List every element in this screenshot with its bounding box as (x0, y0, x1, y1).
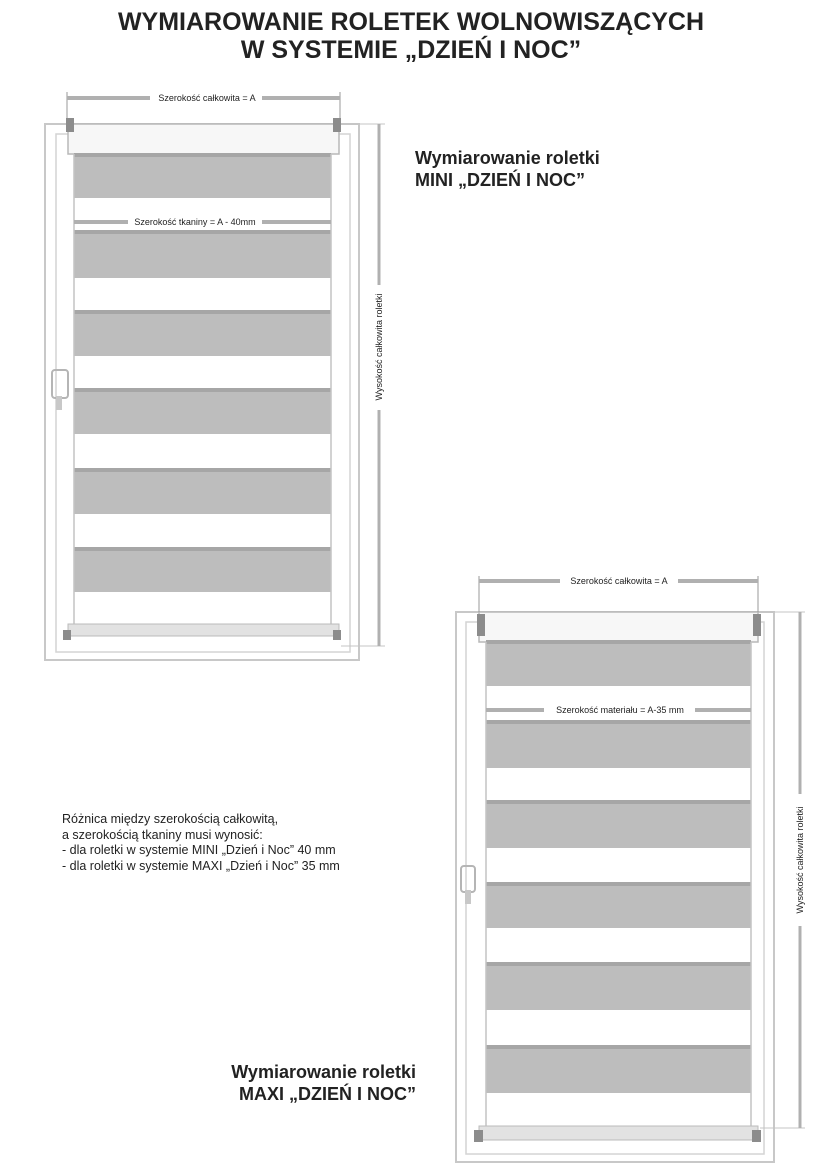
note-line1: Różnica między szerokością całkowitą, (62, 812, 279, 826)
maxi-end-cap-left (477, 614, 485, 636)
maxi-handle-grip (465, 890, 471, 904)
maxi-fabric-width-label: Szerokość materiału = A-35 mm (556, 705, 684, 715)
note-line3: - dla roletki w systemie MINI „Dzień i Noc” 40 mm (62, 843, 336, 857)
maxi-top-cassette (479, 612, 758, 642)
maxi-stripe (486, 640, 751, 686)
maxi-heading-line1: Wymiarowanie roletki (231, 1062, 416, 1082)
maxi-end-cap-right (753, 614, 761, 636)
mini-fabric-width-label: Szerokość tkaniny = A - 40mm (134, 217, 256, 227)
note-line4: - dla roletki w systemie MAXI „Dzień i Noc” 35 mm (62, 858, 340, 873)
maxi-bottom-bar (479, 1126, 758, 1140)
maxi-stripe (486, 882, 751, 928)
maxi-total-height-dimension (760, 612, 805, 1128)
maxi-bottom-cap-left (474, 1130, 483, 1142)
mini-total-height-label: Wysokość całkowita roletki (374, 293, 384, 401)
maxi-total-width-label: Szerokość całkowita = A (570, 576, 668, 586)
mini-total-width-label: Szerokość całkowita = A (158, 93, 256, 103)
maxi-stripe (486, 1045, 751, 1093)
maxi-stripe (486, 800, 751, 848)
maxi-total-width-dimension (479, 576, 758, 612)
maxi-heading-line2: MAXI „DZIEŃ I NOC” (238, 1084, 416, 1104)
maxi-stripe (486, 720, 751, 768)
maxi-stripe (486, 962, 751, 1010)
page-title-line1: WYMIAROWANIE ROLETEK WOLNOWISZĄCYCH (117, 8, 705, 36)
mini-heading-line1: Wymiarowanie roletki (415, 148, 600, 168)
maxi-fabric-width-dimension (486, 705, 751, 715)
page-title-line2: W SYSTEMIE „DZIEŃ I NOC” (240, 36, 582, 64)
maxi-total-height-label: Wysokość całkowita roletki (795, 806, 805, 914)
mini-heading-line2: MINI „DZIEŃ I NOC” (415, 170, 585, 190)
maxi-window-handle-icon (461, 866, 475, 892)
maxi-bottom-cap-right (752, 1130, 761, 1142)
note-line2: a szerokością tkaniny musi wynosić: (62, 827, 263, 842)
